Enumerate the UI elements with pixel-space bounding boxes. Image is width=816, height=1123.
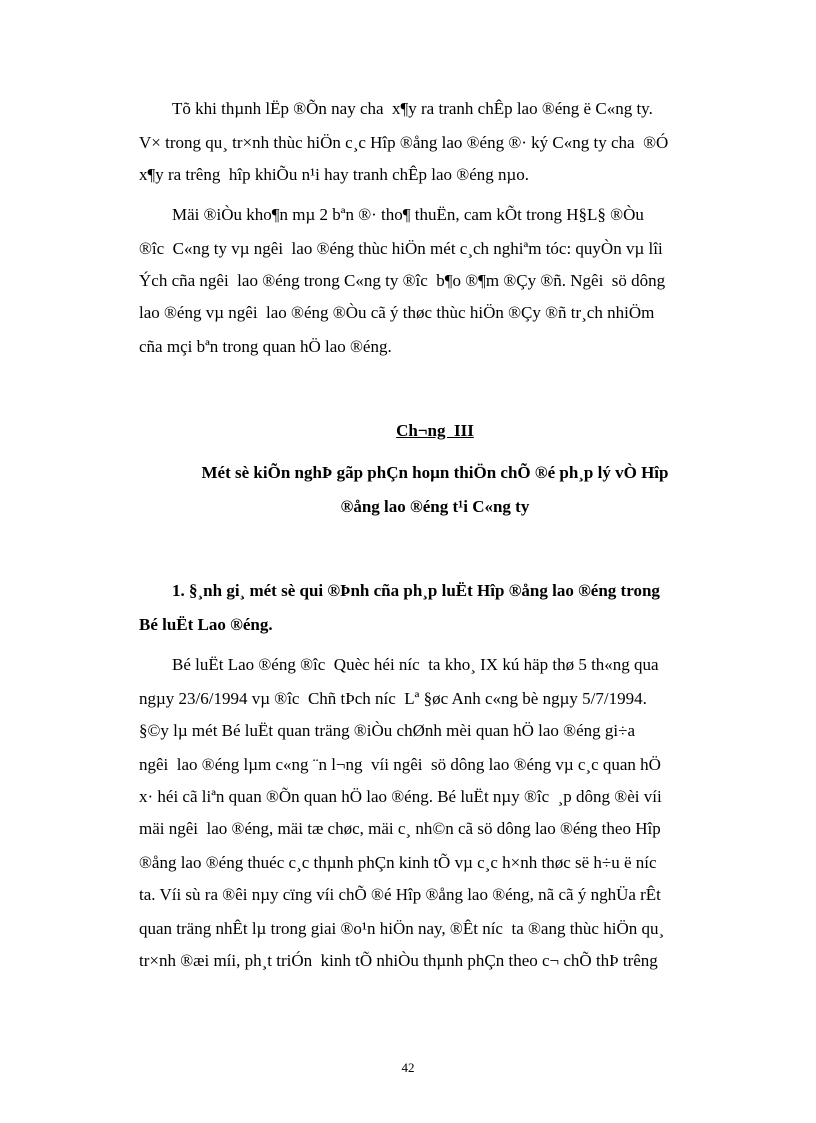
paragraph3-line: Bé luËt Lao ®éng ®îc Quèc héi níc ta kho¸ IX kú häp thø 5 th«ng qua xyxy=(172,655,659,674)
chapter-title: Ch¬ng III xyxy=(396,421,474,440)
paragraph3-line: §©y lµ mét Bé luËt quan träng ®iÒu chØnh mèi quan hÖ lao ®éng gi÷a xyxy=(139,721,635,740)
paragraph3-line: tr×nh ®æi míi, ph¸t triÓn kinh tÕ nhiÒu thµnh phÇn theo c¬ chÕ thÞ trêng xyxy=(139,951,658,970)
paragraph3-line: x· héi cã liªn quan ®Õn quan hÖ lao ®éng. Bé luËt nµy ®îc ¸p dông ®èi víi xyxy=(139,787,662,806)
paragraph3-line: ngêi lao ®éng lµm c«ng ¨n l¬ng víi ngêi sö dông lao ®éng vµ c¸c quan hÖ xyxy=(139,755,661,774)
paragraph3-line: ta. Víi sù ra ®êi nµy cïng víi chÕ ®é Hîp ®ång lao ®éng, nã cã ý nghÜa rÊt xyxy=(139,885,661,904)
paragraph3-line: ®ång lao ®éng thuéc c¸c thµnh phÇn kinh tÕ vµ c¸c h×nh thøc së h÷u ë níc xyxy=(139,853,657,872)
paragraph2-line: ®îc C«ng ty vµ ngêi lao ®éng thùc hiÖn mét c¸ch nghiªm tóc: quyÒn vµ lîi xyxy=(139,239,663,258)
chapter-subtitle-line: Mét sè kiÕn nghÞ gãp phÇn hoµn thiÖn chÕ ®é ph¸p lý vÒ Hîp xyxy=(201,463,669,482)
paragraph2-line: cña mçi bªn trong quan hÖ lao ®éng. xyxy=(139,337,392,356)
paragraph2-line: lao ®éng vµ ngêi lao ®éng ®Òu cã ý thøc thùc hiÖn ®Çy ®ñ tr¸ch nhiÖm xyxy=(139,303,655,322)
page-number: 42 xyxy=(401,1060,415,1075)
paragraph3-line: mäi ngêi lao ®éng, mäi tæ chøc, mäi c¸ nh©n cã sö dông lao ®éng theo Hîp xyxy=(139,819,661,838)
chapter-subtitle-line: ®ång lao ®éng t¹i C«ng ty xyxy=(340,497,530,516)
paragraph3-line: ngµy 23/6/1994 vµ ®îc Chñ tÞch níc Lª §øc Anh c«ng bè ngµy 5/7/1994. xyxy=(139,689,647,708)
paragraph3-line: quan träng nhÊt lµ trong giai ®o¹n hiÖn nay, ®Êt níc ta ®ang thùc hiÖn qu¸ xyxy=(139,919,665,938)
section-heading-line: 1. §¸nh gi¸ mét sè qui ®Þnh cña ph¸p luËt Hîp ®ång lao ®éng trong xyxy=(172,581,660,600)
section-heading-line: Bé luËt Lao ®éng. xyxy=(139,615,273,634)
paragraph2-line: Mäi ®iÒu kho¶n mµ 2 bªn ®· tho¶ thuËn, cam kÕt trong H§L§ ®Òu xyxy=(172,205,644,224)
paragraph1-line: V× trong qu¸ tr×nh thùc hiÖn c¸c Hîp ®ång lao ®éng ®· ký C«ng ty cha ®Ó xyxy=(139,133,669,152)
paragraph1-line: Tõ khi thµnh lËp ®Õn nay cha x¶y ra tranh chÊp lao ®éng ë C«ng ty. xyxy=(172,99,653,118)
paragraph1-line: x¶y ra trêng hîp khiÕu n¹i hay tranh chÊp lao ®éng nµo. xyxy=(139,165,530,184)
paragraph2-line: Ých cña ngêi lao ®éng trong C«ng ty ®îc b¶o ®¶m ®Çy ®ñ. Ngêi sö dông xyxy=(139,271,666,290)
